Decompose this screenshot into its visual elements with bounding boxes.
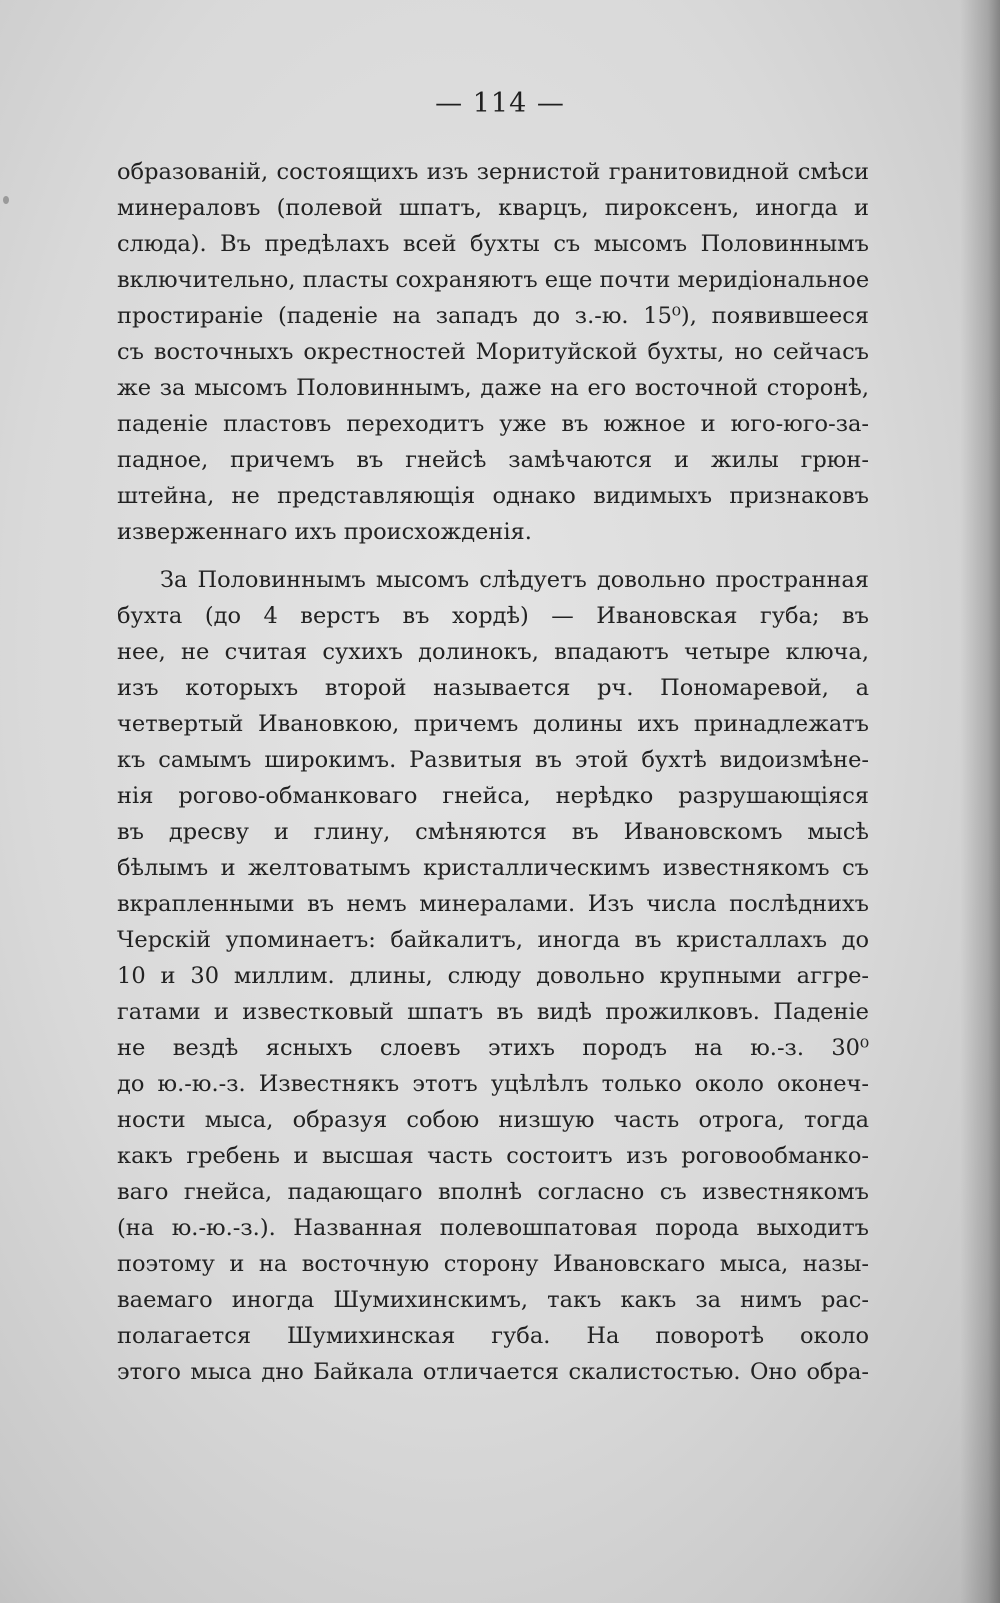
page-edge-shadow [960,0,1000,1603]
text-line: штейна, не представляющія однако видимыхъ признаковъ [117,483,869,509]
text-line: ваго гнейса, падающаго вполнѣ согласно съ известнякомъ [117,1179,869,1205]
text-line: къ самымъ широкимъ. Развитыя въ этой бухтѣ видоизмѣне- [117,747,869,773]
paper-speck [3,196,9,204]
text-line: до ю.-ю.-з. Известнякъ этотъ уцѣлѣлъ только около оконеч- [117,1071,869,1097]
text-line: (на ю.-ю.-з.). Названная полевошпатовая порода выходитъ [117,1215,869,1241]
text-line: бѣлымъ и желтоватымъ кристаллическимъ известнякомъ съ [117,855,869,881]
text-line: ваемаго иногда Шумихинскимъ, такъ какъ за нимъ рас- [117,1287,869,1313]
text-line: изъ которыхъ второй называется рч. Пономаревой, а [117,675,869,701]
paragraph-first-line: За Половиннымъ мысомъ слѣдуетъ довольно пространная [160,567,869,593]
text-line: 10 и 30 миллим. длины, слюду довольно крупными аггре- [117,963,869,989]
text-line: полагается Шумихинская губа. На поворотѣ около [117,1323,869,1349]
text-line: падное, причемъ въ гнейсѣ замѣчаются и жилы грюн- [117,447,869,473]
text-line: гатами и известковый шпатъ въ видѣ прожилковъ. Паденіе [117,999,869,1025]
text-line: образованій, состоящихъ изъ зернистой гранитовидной смѣси [117,159,869,185]
text-line: минераловъ (полевой шпатъ, кварцъ, пироксенъ, иногда и [117,195,869,221]
text-line: бухта (до 4 верстъ въ хордѣ) — Ивановская губа; въ [117,603,869,629]
text-line: изверженнаго ихъ происхожденія. [117,519,532,545]
text-line: этого мыса дно Байкала отличается скалистостью. Оно обра- [117,1359,869,1385]
text-line: въ дресву и глину, смѣняются въ Ивановскомъ мысѣ [117,819,869,845]
text-line: включительно, пласты сохраняютъ еще почти меридіональное [117,267,870,293]
text-line: поэтому и на восточную сторону Ивановскаго мыса, назы- [117,1251,869,1277]
text-line: слюда). Въ предѣлахъ всей бухты съ мысомъ Половиннымъ [117,231,869,257]
page-number: — 114 — [435,88,565,119]
text-line: ности мыса, образуя собою низшую часть отрога, тогда [117,1107,869,1133]
text-line: какъ гребень и высшая часть состоитъ изъ роговообманко- [117,1143,869,1169]
text-line: нія рогово-обманковаго гнейса, нерѣдко разрушающіяся [117,783,869,809]
text-line: четвертый Ивановкою, причемъ долины ихъ принадлежатъ [117,711,869,737]
text-line: не вездѣ ясныхъ слоевъ этихъ породъ на ю.-з. 30⁰ [117,1035,869,1061]
text-line: съ восточныхъ окрестностей Моритуйской бухты, но сейчасъ [117,339,869,365]
text-line: паденіе пластовъ переходитъ уже въ южное и юго-юго-за- [117,411,869,437]
text-line: вкрапленными въ немъ минералами. Изъ числа послѣднихъ [117,891,869,917]
text-line: же за мысомъ Половиннымъ, даже на его восточной сторонѣ, [117,375,869,401]
text-line: нее, не считая сухихъ долинокъ, впадаютъ четыре ключа, [117,639,869,665]
text-line: Черскій упоминаетъ: байкалитъ, иногда въ кристаллахъ до [117,927,869,953]
text-line: простираніе (паденіе на западъ до з.-ю. 15⁰), появившееся [117,303,869,329]
